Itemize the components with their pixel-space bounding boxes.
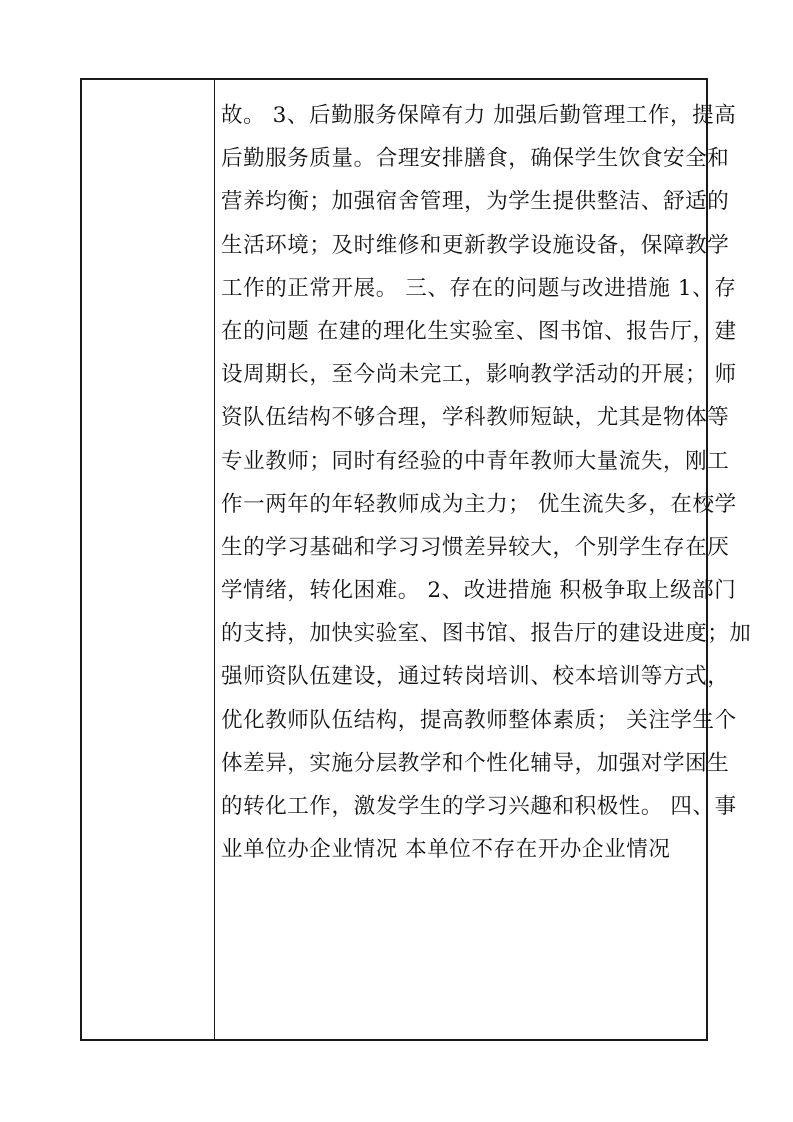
report-form-table — [80, 78, 752, 1041]
text-line-13: 的支持，加快实验室、图书馆、报告厅的建设进度；加 — [221, 621, 752, 647]
text-line-16: 体差异，实施分层教学和个性化辅导，加强对学困生 — [221, 750, 730, 776]
text-line-7: 设周期长，至今尚未完工，影响教学活动的开展； 师 — [221, 362, 737, 388]
text-line-11: 生的学习基础和学习习惯差异较大，个别学生存在厌 — [221, 534, 730, 560]
text-line-9: 专业教师；同时有经验的中青年教师大量流失，刚工 — [221, 448, 730, 474]
text-line-12: 学情绪，转化困难。 2、改进措施 积极争取上级部门 — [221, 578, 737, 604]
text-line-4: 生活环境；及时维修和更新教学设施设备，保障教学 — [221, 232, 730, 258]
text-line-15: 优化教师队伍结构，提高教师整体素质； 关注学生个 — [221, 707, 737, 733]
text-line-2: 后勤服务质量。合理安排膳食，确保学生饮食安全和 — [221, 146, 730, 172]
text-line-18: 业单位办企业情况 本单位不存在开办企业情况 — [221, 837, 671, 863]
text-line-17: 的转化工作，激发学生的学习兴趣和积极性。 四、事 — [221, 794, 737, 819]
label-column-cell — [82, 80, 215, 1039]
text-line-14: 强师资队伍建设，通过转岗培训、校本培训等方式， — [221, 664, 730, 690]
text-line-3: 营养均衡；加强宿舍管理，为学生提供整洁、舒适的 — [221, 189, 730, 215]
text-line-10: 作一两年的年轻教师成为主力； 优生流失多，在校学 — [221, 491, 737, 517]
text-line-6: 在的问题 在建的理化生实验室、图书馆、报告厅，建 — [221, 318, 737, 344]
text-line-1: 故。 3、后勤服务保障有力 加强后勤管理工作，提高 — [221, 103, 737, 128]
text-line-8: 资队伍结构不够合理，学科教师短缺，尤其是物体等 — [221, 405, 730, 431]
text-line-5: 工作的正常开展。 三、存在的问题与改进措施 1、存 — [221, 275, 737, 301]
content-text-cell — [215, 80, 752, 1039]
